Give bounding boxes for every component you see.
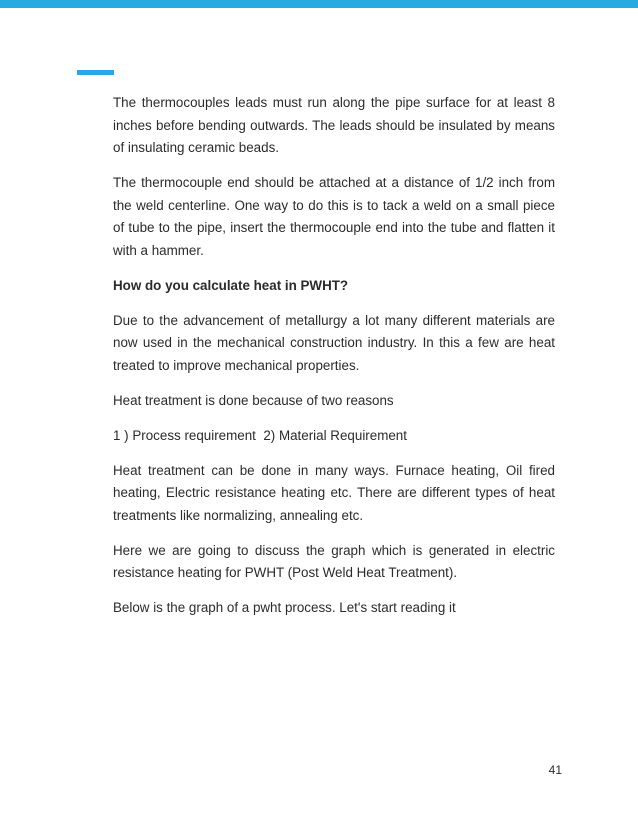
accent-line — [77, 70, 114, 75]
paragraph-heating-methods: Heat treatment can be done in many ways. Furnace heating, Oil fired heating, Electric resistance heating etc. There are different types of heat treatments like normalizing, annealing etc. — [113, 462, 555, 523]
document-body — [113, 92, 555, 632]
paragraph-metallurgy: Due to the advancement of metallurgy a lot many different materials are now used in the mechanical construction industry. In this a few are heat treated to improve mechanical properties. — [113, 312, 555, 373]
section-heading: How do you calculate heat in PWHT? — [113, 277, 349, 293]
paragraph-thermocouple-leads: The thermocouples leads must run along the pipe surface for at least 8 inches before bending outwards. The leads should be insulated by means of insulating ceramic beads. — [113, 95, 555, 155]
top-accent-bar — [0, 0, 638, 8]
paragraph-thermocouple-end: The thermocouple end should be attached at a distance of 1/2 inch from the weld centerline. One way to do this is to tack a weld on a small piece of tube to the pipe, insert the thermocouple end into the tube and flatten it with a hammer. — [113, 175, 555, 258]
paragraph-requirements: 1 ) Process requirement 2) Material Requirement — [113, 427, 407, 443]
paragraph-two-reasons: Heat treatment is done because of two reasons — [113, 392, 394, 408]
paragraph-graph-discussion: Here we are going to discuss the graph which is generated in electric resistance heating for PWHT (Post Weld Heat Treatment). — [113, 542, 555, 580]
paragraph-graph-intro: Below is the graph of a pwht process. Let's start reading it — [113, 600, 456, 615]
page-number: 41 — [548, 763, 562, 777]
